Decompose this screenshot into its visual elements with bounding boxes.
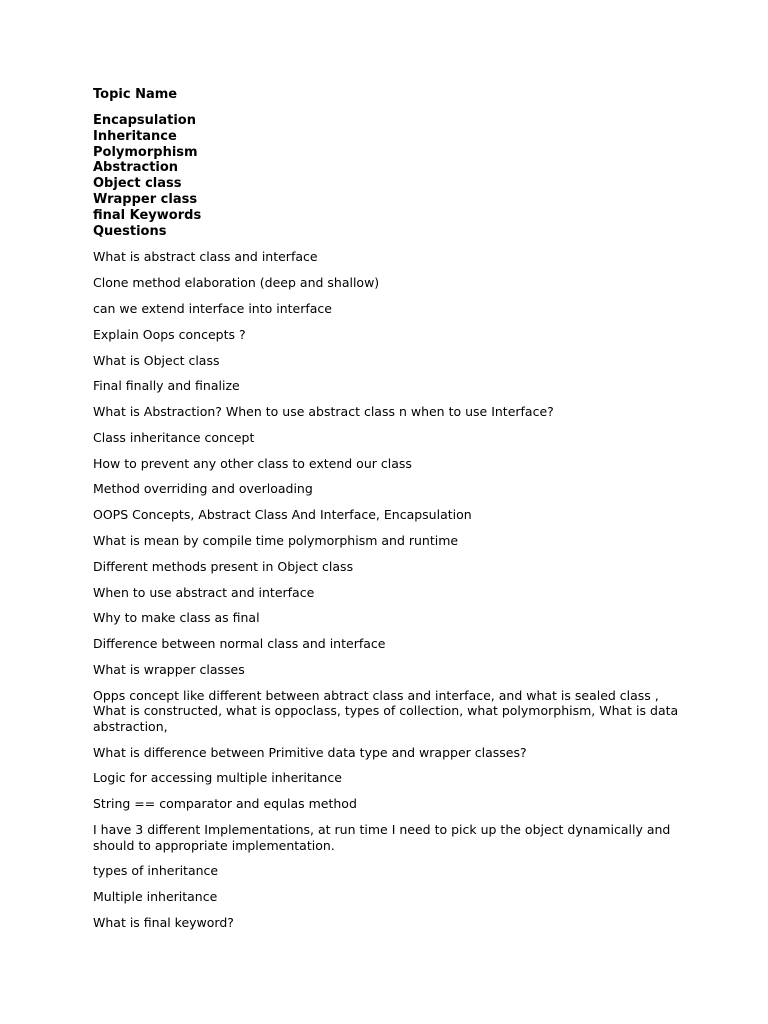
question-item: Multiple inheritance bbox=[93, 889, 218, 905]
question-item: What is wrapper classes bbox=[93, 661, 245, 677]
topic-item: Encapsulation bbox=[93, 113, 196, 128]
question-item: I have 3 different Implementations, at run time I need to pick up the object dynamically and should to appropriate implementation. bbox=[93, 821, 671, 853]
question-item: Difference between normal class and interface bbox=[93, 636, 386, 652]
topic-item: Wrapper class bbox=[93, 191, 198, 207]
question-item: What is Object class bbox=[93, 352, 220, 368]
question-item: Why to make class as final bbox=[93, 610, 260, 626]
topic-item: Questions bbox=[93, 223, 167, 239]
document-content bbox=[93, 87, 683, 941]
question-item: Class inheritance concept bbox=[93, 429, 255, 445]
topic-list bbox=[93, 113, 683, 239]
question-item: Final finally and finalize bbox=[93, 378, 240, 394]
question-item: Different methods present in Object class bbox=[93, 558, 354, 574]
question-item: String == comparator and equlas method bbox=[93, 796, 357, 812]
document-heading: Topic Name bbox=[93, 87, 178, 102]
question-item: What is difference between Primitive data type and wrapper classes? bbox=[93, 744, 527, 760]
question-item: Logic for accessing multiple inheritance bbox=[93, 770, 342, 786]
question-item: What is abstract class and interface bbox=[93, 249, 318, 265]
question-item: Method overriding and overloading bbox=[93, 481, 313, 497]
topic-item: Object class bbox=[93, 176, 182, 192]
question-item: When to use abstract and interface bbox=[93, 584, 315, 600]
question-item: types of inheritance bbox=[93, 863, 219, 879]
question-item: What is mean by compile time polymorphism and runtime bbox=[93, 532, 459, 548]
topic-item: final Keywords bbox=[93, 207, 202, 223]
question-item: OOPS Concepts, Abstract Class And Interface, Encapsulation bbox=[93, 507, 472, 523]
question-item: How to prevent any other class to extend our class bbox=[93, 455, 412, 471]
question-list bbox=[93, 249, 683, 930]
topic-item: Abstraction bbox=[93, 160, 179, 176]
topic-item: Inheritance bbox=[93, 128, 177, 144]
question-item: can we extend interface into interface bbox=[93, 300, 332, 316]
question-item: What is final keyword? bbox=[93, 914, 234, 930]
question-item: Explain Oops concepts ? bbox=[93, 326, 246, 342]
question-item: Clone method elaboration (deep and shallow) bbox=[93, 275, 380, 291]
topic-item: Polymorphism bbox=[93, 144, 198, 160]
question-item: What is Abstraction? When to use abstract class n when to use Interface? bbox=[93, 404, 554, 420]
question-item: Opps concept like different between abtract class and interface, and what is sealed class , What is constructed, what is oppoclass, types of collection, what polymorphism, What is data abstraction, bbox=[93, 687, 679, 734]
